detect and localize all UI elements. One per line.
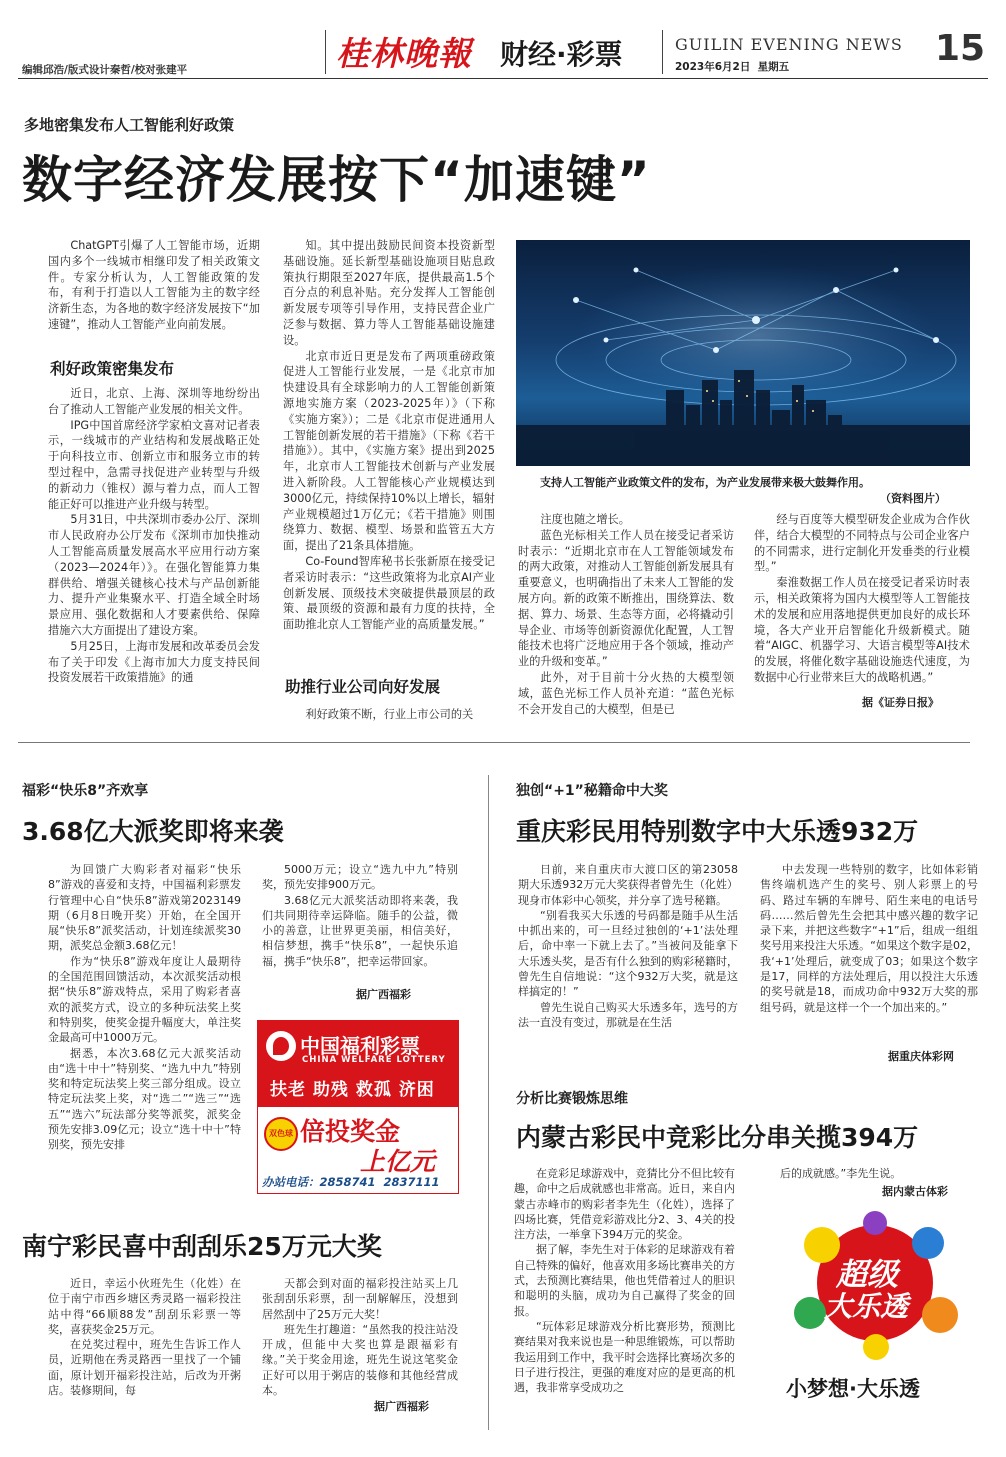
nmg-col2 <box>758 1166 968 1181</box>
lead-subhead-2: 助推行业公司向好发展 <box>285 678 441 696</box>
paragraph: 据悉，本次3.68亿元大派奖活动由“选十中十”特别奖、“选九中九”特别奖和特定玩法奖上奖三部分组成。设立特定玩法奖上奖，对“选二”“选三”“选五”“选六”玩法部分奖等派奖，派奖金预先安排3.09亿元；设立“选十中十”特别奖，预先安排 <box>48 1046 241 1152</box>
center-column-rule <box>488 775 489 1430</box>
ad-badge: 双色球 <box>264 1117 298 1151</box>
paragraph: 5月25日，上海市发展和改革委员会发布了关于印发《上海市加大力度支持民间投资发展若干政策措施》的通 <box>48 639 260 685</box>
lead-kicker: 多地密集发布人工智能利好政策 <box>24 116 235 134</box>
cq-col1 <box>518 862 738 1030</box>
paragraph: IPG中国首席经济学家柏文喜对记者表示，一线城市的产业结构和发展战略正处于向科技立市、创新立市和服务立市的转型过程中，急需寻找促进产业转型与升级的新动力（锥权）源与着力点，而人工智能正好可以推进产业升级与转型。 <box>48 418 260 511</box>
paragraph: 注度也随之增长。 <box>540 513 630 526</box>
paragraph: “玩体彩足球游戏分析比赛形势，预测比赛结果对我来说也是一种思维锻炼，可以帮助我运用到工作中，我平时会选择比赛场次多的日子进行投注，更强的难度对应的是更高的机遇，我非常享受成功之 <box>514 1319 735 1395</box>
lead-subhead-1: 利好政策密集发布 <box>50 360 175 378</box>
ai-city-photo <box>516 240 970 466</box>
paragraph: 中去发现一些特别的数字，比如体彩销售终端机选产生的奖号、别人彩票上的号码、路过车辆的车牌号、陌生来电的电话号码……然后曾先生会把其中感兴趣的数字记录下来，并把这些数字“+1”后，组成一组组奖号用来投注大乐透。“如果这个数字是02，我‘+1’处理后，就变成了03；如果这个数字是17，同样的方法处理后，用以投注大乐透的奖号就是18，而成功命中932万大奖的那组号码，就是这样一个一个加出来的。” <box>760 863 978 1014</box>
kl8-col2 <box>262 862 458 969</box>
nmg-kicker: 分析比赛锻炼思维 <box>516 1091 628 1107</box>
cq-col2 <box>760 862 978 1015</box>
paragraph: “别看我买大乐透的号码都是随手从生活中抓出来的，可一旦经过独创的‘+1’法处理后，命中率一下就上去了。”当被问及能拿下大乐透头奖，是否有什么独到的购彩秘籍时，曾先生自信地说：“这个932万大奖，就是这样搞定的！” <box>518 908 738 999</box>
cq-headline: 重庆彩民用特别数字中大乐透932万 <box>516 817 919 846</box>
welfare-lottery-ad <box>257 1020 459 1194</box>
paragraph: 此外，对于目前十分火热的大模型领域，蓝色光标工作人员补充道：“蓝色光标不会开发自己的大模型，但是已 <box>518 670 734 716</box>
lotto-logo-line2: 大乐透 <box>824 1290 909 1323</box>
page-number: 15 <box>935 28 986 69</box>
paragraph: 日前，来自重庆市大渡口区的第23058期大乐透932万元大奖获得者曾先生（化姓）现身市体彩中心领奖，并分享了选号秘籍。 <box>518 863 738 907</box>
paragraph: 利好政策不断，行业上市公司的关 <box>305 708 474 721</box>
lead-col4-body <box>754 512 970 686</box>
lead-col2-body <box>283 238 495 633</box>
ai-network-graphic <box>516 240 970 466</box>
paragraph: 5月31日，中共深圳市委办公厅、深圳市人民政府办公厅发布《深圳市加快推动人工智能高质量发展高水平应用行动方案（2023—2024年）》。在强化智能算力集群供给、增强关键核心技术与产品创新能力、提升产业集聚水平、打造全域全时场景应用、强化数据和人才要素供给、保障措施六大方面提出了建设方案。 <box>48 513 260 637</box>
kl8-kicker: 福彩“快乐8”齐欢享 <box>22 783 149 799</box>
kl8-col1 <box>48 862 241 1153</box>
lotto-slogan: 小梦想·大乐透 <box>786 1377 920 1401</box>
cq-kicker: 独创“+1”秘籍命中大奖 <box>516 783 668 799</box>
paragraph: 在竞彩足球游戏中，竞猜比分不但比较有趣，命中之后成就感也非常高。近日，来自内蒙古赤峰市的购彩者李先生（化姓），选择了四场比赛，凭借竞彩游戏比分2、3、4关的投注方法，一举拿下394万元的奖金。 <box>514 1167 735 1242</box>
masthead-divider-left <box>325 30 326 74</box>
welfare-logo-icon <box>266 1031 296 1061</box>
paragraph: 在兑奖过程中，班先生告诉工作人员，近期他在秀灵路西一里找了一个铺面，原计划开福彩投注站，后改为开粥店。装修期间，每 <box>48 1338 241 1398</box>
nanning-headline: 南宁彩民喜中刮刮乐25万元大奖 <box>22 1232 382 1261</box>
paragraph: 3.68亿元大派奖活动即将来袭，我们共同期待幸运降临。随手的公益，微小的善意，让世界更美丽，相信美好，相信梦想，携手“快乐8”，一起快乐追福，携手“快乐8”，把幸运带回家。 <box>262 893 458 968</box>
cq-credit: 据重庆体彩网 <box>888 1050 954 1063</box>
ad-brand-cn: 中国福利彩票 <box>300 1034 420 1058</box>
ad-brand-en: CHINA WELFARE LOTTERY <box>302 1055 446 1065</box>
lead-col1-body <box>48 386 260 686</box>
lead-col1-intro <box>48 238 260 333</box>
nanning-credit: 据广西福彩 <box>374 1400 429 1413</box>
issue-date: 2023年6月2日 星期五 <box>675 61 790 73</box>
paragraph: 班先生打趣道：“虽然我的投注站没开成，但能中大奖也算是跟福彩有缘。”关于奖金用途，班先生说这笔奖金正好可以用于粥店的装修和其他经营成本。 <box>262 1322 458 1398</box>
paragraph: 经与百度等大模型研发企业成为合作伙伴，结合大模型的不同特点与公司企业客户的不同需求，进行定制化开发垂类的行业模型。” <box>754 513 970 574</box>
super-lotto-logo <box>780 1205 970 1410</box>
nmg-headline: 内蒙古彩民中竞彩比分串关揽394万 <box>516 1123 919 1152</box>
section-title: 财经·彩票 <box>500 38 623 71</box>
lotto-logo-line1: 超级 <box>836 1257 898 1293</box>
paragraph: 北京市近日更是发布了两项重磅政策促进人工智能行业发展，一是《北京市加快建设具有全球影响力的人工智能创新策源地实施方案（2023-2025年）》（下称《实施方案》）；二是《北京市促进通用人工智能创新发展的若干措施》（下称《若干措施》）。其中，《实施方案》提出到2025年，北京市人工智能技术创新与产业发展进入新阶段。人工智能核心产业规模达到3000亿元，持续保持10%以上增长，辐射产业规模超过1万亿元；《若干措施》则围绕算力、数据、模型、场景和监管五大方面，提出了21条具体措施。 <box>283 349 495 553</box>
masthead-divider-right <box>662 30 663 74</box>
ad-slogan: 扶老 助残 救孤 济困 <box>270 1080 435 1100</box>
kl8-credit: 据广西福彩 <box>356 988 411 1001</box>
paper-logo: 桂林晚報 <box>336 34 472 73</box>
paper-english-name: GUILIN EVENING NEWS <box>675 35 903 54</box>
paragraph: 近日，幸运小伙班先生（化姓）在位于南宁市西乡塘区秀灵路一福彩投注站中得“66顺88发”刮刮乐彩票一等奖，喜获奖金25万元。 <box>48 1277 241 1336</box>
paragraph: ChatGPT引爆了人工智能市场，近期国内多个一线城市相继印发了相关政策文件。专家分析认为，人工智能政策的发布，有利于打造以人工智能为主的数字经济新生态，为各地的数字经济发展按下“加速键”，推动人工智能产业向前发展。 <box>48 239 260 331</box>
ad-promo-line2: 上亿元 <box>360 1147 436 1176</box>
nmg-credit: 据内蒙古体彩 <box>882 1185 948 1198</box>
paragraph: 秦淮数据工作人员在接受记者采访时表示，相关政策将为国内大模型等人工智能技术的发展和应用落地提供更加良好的成长环境，各大产业开启智能化升级新模式。随着“AIGC、机器学习、大语言模型等AI技术的发展，将催化数字基础设施迭代速度，为数据中心行业带来巨大的战略机遇。” <box>754 576 970 684</box>
ad-promo-line1: 倍投奖金 <box>300 1117 401 1146</box>
paragraph: 蓝色光标相关工作人员在接受记者采访时表示：“近期北京市在人工智能领域发布的两大政策，对推动人工智能创新发展具有重要意义，也明确指出了未来人工智能的发展方向。新的政策不断推出，围绕算法、数据、算力、场景、生态等方面，必将撬动引导企业、市场等创新资源优化配置，人工智能技术也将广泛地应用于各个领域，推动产业的升级和变革。” <box>518 528 734 669</box>
nanning-col1 <box>48 1276 241 1398</box>
photo-credit: （资料图片） <box>880 492 946 505</box>
ad-phone: 办站电话：2858741 2837111 <box>262 1175 440 1189</box>
paragraph: 5000万元；设立“选九中九”特别奖，预先安排900万元。 <box>262 863 458 892</box>
lead-col2-tail <box>283 707 495 723</box>
lead-headline: 数字经济发展按下“加速键” <box>22 151 651 209</box>
paragraph: 作为“快乐8”游戏年度让人最期待的全国范围回馈活动，本次派奖活动根据“快乐8”游戏特点，采用了购彩者喜欢的派奖方式，设立的多种玩法奖上奖和特别奖，使奖金提升幅度大，单注奖金最高可中1000万元。 <box>48 954 241 1045</box>
paragraph: Co-Found智库秘书长张新原在接受记者采访时表示：“这些政策将为北京AI产业创新发展、顶级技术突破提供最顶层的政策、最顶级的资源和最有力度的扶持，全面助推北京人工智能产业的高质量发展。” <box>283 554 495 632</box>
lead-col3-body <box>518 512 734 717</box>
paragraph: 曾先生说自己购买大乐透多年，选号的方法一直没有变过，那就是在生活 <box>518 1000 738 1029</box>
paragraph: 近日，北京、上海、深圳等地纷纷出台了推动人工智能产业发展的相关文件。 <box>48 387 260 416</box>
nmg-col1 <box>514 1166 735 1395</box>
paragraph: 为回馈广大购彩者对福彩“快乐8”游戏的喜爱和支持，中国福利彩票发行管理中心自“快乐8”游戏第2023149期（6月8日晚开奖）开始，在全国开展“快乐8”派奖活动，计划连续派奖30期，派奖总金额3.68亿元！ <box>48 863 241 953</box>
lead-credit: 据《证券日报》 <box>862 696 939 709</box>
paragraph: 据了解，李先生对于体彩的足球游戏有着自己特殊的偏好，他喜欢用多场比赛串关的方式，去预测比赛结果，他也凭借着过人的胆识和聪明的头脑，成功为自己赢得了奖金的回报。 <box>514 1243 735 1318</box>
masthead-rule <box>18 78 988 79</box>
kl8-headline: 3.68亿大派奖即将来袭 <box>22 817 284 846</box>
paragraph: 知。其中提出鼓励民间资本投资新型基础设施。延长新型基础设施项目贴息政策执行期限至2027年底，提供最高1.5个百分点的利息补贴。充分发挥人工智能创新发展专项等引导作用，支持民营企业广泛参与数据、算力等人工智能基础设施建设。 <box>283 239 495 347</box>
lead-bottom-rule <box>18 742 970 743</box>
paragraph: 天都会到对面的福彩投注站买上几张刮刮乐彩票，刮一刮解解压，没想到居然刮中了25万元大奖！ <box>262 1277 458 1321</box>
editors-line: 编辑邱浩/版式设计秦哲/校对张建平 <box>22 64 188 76</box>
nanning-col2 <box>262 1276 458 1398</box>
photo-caption: 支持人工智能产业政策文件的发布，为产业发展带来极大鼓舞作用。 <box>540 476 870 489</box>
paragraph: 后的成就感。”李先生说。 <box>780 1167 902 1180</box>
